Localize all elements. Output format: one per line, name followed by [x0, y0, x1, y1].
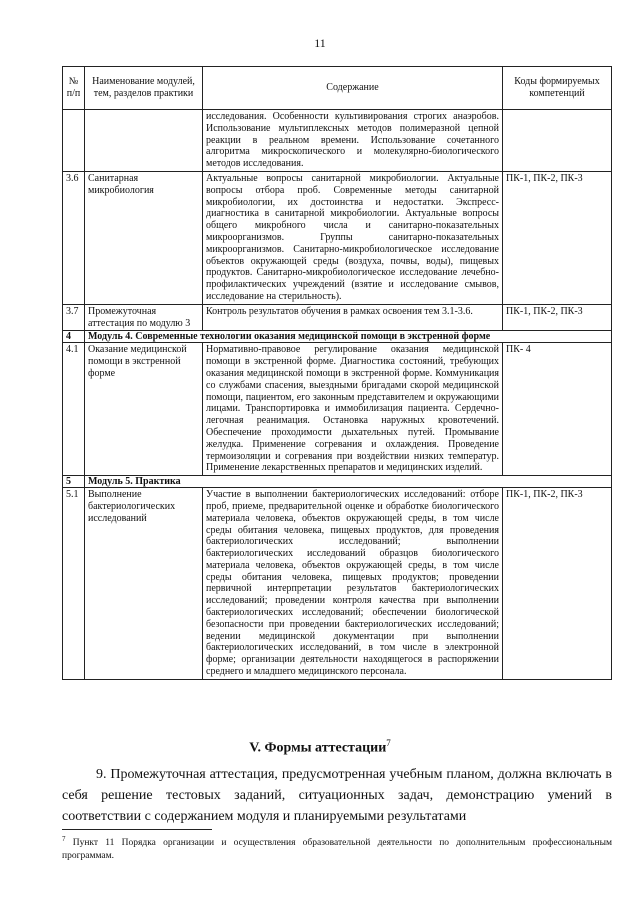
program-table	[62, 66, 612, 680]
footnote	[62, 833, 612, 863]
row-name: Выполнение бактериологических исследований	[85, 488, 203, 680]
row-codes: ПК-1, ПК-2, ПК-3	[503, 304, 612, 331]
module-num: 4	[63, 331, 85, 343]
header-name: Наименование модулей, тем, разделов практики	[85, 67, 203, 110]
table-header-row	[63, 67, 612, 110]
row-codes: ПК- 4	[503, 343, 612, 476]
row-name: Санитарная микробиология	[85, 171, 203, 304]
row-codes: ПК-1, ПК-2, ПК-3	[503, 171, 612, 304]
row-codes: ПК-1, ПК-2, ПК-3	[503, 488, 612, 680]
footnote-divider	[62, 829, 212, 830]
row-name: Промежуточная аттестация по модулю 3	[85, 304, 203, 331]
footnote-ref: 7	[386, 738, 391, 748]
table-row	[63, 110, 612, 172]
row-num: 3.6	[63, 171, 85, 304]
row-content: Актуальные вопросы санитарной микробиологии. Актуальные вопросы отбора проб. Современные методы санитарной микробиологии, их достоинства и недостатки. Экспресс-диагностика в санитарной микробиологии. Актуальные вопросы общего микробного числа и санитарно-показательных микроорганизмов. Группы санитарно-показательных микроорганизмов. Санитарно-микробиологическое исследование объектов окружающей среды (воздуха, почвы, воды), пищевых продуктов. Санитарно-микробиологическое исследование лечебно-профилактических учреждений (взятие и исследование смывов, исследование на стерильность).	[203, 171, 503, 304]
row-content: Участие в выполнении бактериологических исследований: отборе проб, приеме, предварительной оценке и обработке биологического материала человека, объектов окружающей среды, в том числе среды обитания человека, пищевых продуктов, для проведения бактериологических исследований; выполнении бактериологических исследований образцов биологического материала человека, объектов окружающей среды, в том числе среды обитания человека, пищевых продуктов; проведении первичной интерпретации результатов бактериологических исследований; проведении контроля качества при выполнении бактериологических исследований; обеспечении биологической безопасности при проведении бактериологических исследований; ведении медицинской документации при выполнении бактериологических исследований, в том числе в электронной форме; организации деятельности находящегося в распоряжении среднего и младшего медицинского персонала.	[203, 488, 503, 680]
row-name	[85, 110, 203, 172]
row-content: исследования. Особенности культивирования строгих анаэробов. Использование мультиплексных методов полимеразной цепной реакции в реальном времени. Использование сочетанного алгоритма микроскопического и молекулярно-биологического методов исследования.	[203, 110, 503, 172]
table-row	[63, 171, 612, 304]
header-content: Содержание	[203, 67, 503, 110]
module-row	[63, 331, 612, 343]
module-row	[63, 476, 612, 488]
module-num: 5	[63, 476, 85, 488]
module-title: Модуль 5. Практика	[85, 476, 612, 488]
table-row	[63, 488, 612, 680]
row-num	[63, 110, 85, 172]
header-codes: Коды формируемых компетенций	[503, 67, 612, 110]
header-num: № п/п	[63, 67, 85, 110]
body-paragraph: 9. Промежуточная аттестация, предусмотренная учебным планом, должна включать в себя решение тестовых заданий, ситуационных задач, демонстрацию умений в соответствии с содержанием модуля и планируемыми результатами	[62, 767, 612, 824]
page-number: 11	[314, 36, 326, 50]
row-content: Нормативно-правовое регулирование оказания медицинской помощи в экстренной форме. Диагностика состояний, требующих оказания медицинской помощи в экстренной форме. Коммуникация со службами спасения, выездными бригадами скорой медицинской помощи, пациентом, его законным представителем и окружающими лицами. Транспортировка и иммобилизация пациента. Сердечно-легочная реанимация. Остановка наружных кровотечений. Обеспечение проходимости дыхательных путей. Промывание желудка. Применение согревания и охлаждения. Проведение термоизоляции и согревания при воздействии низких температур. Применение лекарственных препаратов и медицинских изделий.	[203, 343, 503, 476]
footnote-mark: 7	[62, 835, 66, 843]
table-row	[63, 343, 612, 476]
table-row	[63, 304, 612, 331]
module-title: Модуль 4. Современные технологии оказания медицинской помощи в экстренной форме	[85, 331, 612, 343]
section-title-text: V. Формы аттестации	[249, 740, 387, 756]
row-num: 4.1	[63, 343, 85, 476]
row-num: 5.1	[63, 488, 85, 680]
row-codes	[503, 110, 612, 172]
row-num: 3.7	[63, 304, 85, 331]
row-content: Контроль результатов обучения в рамках освоения тем 3.1-3.6.	[203, 304, 503, 331]
section-title	[0, 738, 640, 757]
footnote-text: Пункт 11 Порядка организации и осуществления образовательной деятельности по дополнительным профессиональным программам.	[62, 838, 612, 862]
row-name: Оказание медицинской помощи в экстренной форме	[85, 343, 203, 476]
